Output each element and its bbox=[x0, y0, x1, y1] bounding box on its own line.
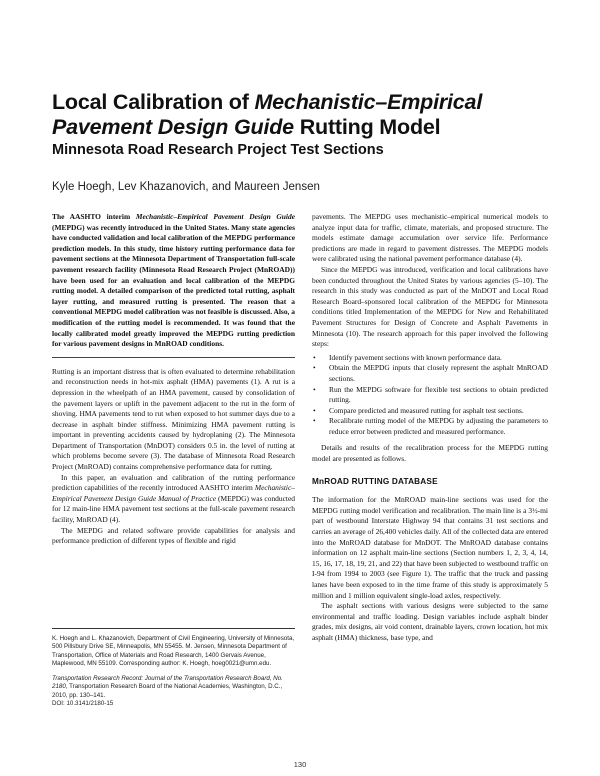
bullet-icon: • bbox=[313, 352, 316, 362]
paper-subtitle: Minnesota Road Research Project Test Sections bbox=[52, 142, 384, 158]
page-number: 130 bbox=[293, 760, 307, 769]
paper-title bbox=[52, 90, 572, 140]
author-list: Kyle Hoegh, Lev Khazanovich, and Maureen Jensen bbox=[52, 181, 320, 193]
doi: DOI: 10.3141/2180-15 bbox=[52, 700, 114, 708]
body-paragraph: Rutting is an important distress that is often evaluated to determine rehabilitation and reconstruction needs in hot-mix asphalt (HMA) pavements (1). A rut is a depression in the wheelpath of an HMA pavement, caused by consolidation of the pavement layers or uplift in the pavement adjacent to the rut in the form of shoving. HMA pavements tend to rut when exposed to hot summer days due to a decrease in asphalt binder stiffness. Minimizing HMA pavement rutting is important in preventing accidents caused by hydroplaning (2). The Minnesota Department of Transportation (MnDOT) considers 0.5 in. the level of rutting at which problems become severe (3). The database of Minnesota Road Research Project (MnROAD) contains comprehensive performance data for rutting. bbox=[52, 366, 295, 472]
author-affiliations: K. Hoegh and L. Khazanovich, Department of Civil Engineering, University of Minnesota, 500 Pillsbury Drive SE, Minneapolis, MN 55455. M. Jensen, Minnesota Department of Transportation, Office of Materials and Road Research, 1400 Gervais Avenue, Maplewood, MN 55109. Corresponding author: K. Hoegh, hoeg0021@umn.edu. bbox=[52, 635, 295, 667]
body-paragraph: The information for the MnROAD main-line sections was used for the MEPDG rutting model verification and recalibration. The main line is a 3½-mi part of westbound Interstate Highway 94 that contains 31 test sections and carries an average of 26,400 vehicles daily. All of the collected data are entered into the MnROAD database for MnDOT. The MnROAD database contains information on 12 asphalt main-line sections (Section numbers 1, 2, 3, 4, 14, 15, 16, 17, 18, 19, 21, and 22) that have been subjected to westbound traffic on I-94 from 1994 to 2003 (see Figure 1). The traffic that the truck and passing lanes have been exposed to in the time frame of this study is approximately 5 million and 1 million equivalent single-load axles, respectively. bbox=[312, 495, 548, 600]
section-heading: MnROAD RUTTING DATABASE bbox=[312, 476, 438, 486]
list-item: • Obtain the MEPDG inputs that closely represent the asphalt MnROAD sections. bbox=[313, 363, 548, 383]
list-item: • Identify pavement sections with known performance data. bbox=[313, 352, 502, 362]
journal-citation: Transportation Research Record: Journal of the Transportation Research Board, No. 2180, Transportation Research Board of the National Academies, Washington, D.C., 2010, pp. 130–141. bbox=[52, 675, 283, 699]
body-paragraph: The asphalt sections with various designs were subjected to the same environmental and traffic loading. Design variables include asphalt binder grades, mix designs, air void content, drainable layers, crown location, hot mix asphalt (HMA) thickness, base type, and bbox=[312, 601, 548, 642]
footnotes bbox=[52, 628, 295, 708]
body-paragraph: The MEPDG and related software provide capabilities for analysis and performance prediction of different types of flexible and rigid bbox=[52, 525, 295, 546]
title-line-1: Local Calibration of Mechanistic–Empirical bbox=[52, 90, 483, 114]
body-paragraph: Details and results of the recalibration process for the MEPDG rutting model are presented as follows. bbox=[312, 443, 548, 464]
list-item: • Compare predicted and measured rutting for asphalt test sections. bbox=[313, 405, 524, 415]
abstract: The AASHTO interim Mechanistic–Empirical Pavement Design Guide (MEPDG) was recently introduced in the United States. Many state agencies have conducted validation and local calibration of the MEPDG performance prediction models. In this study, time history rutting performance data for pavement sections at the Minnesota Department of Transportation full-scale pavement research facility (Minnesota Road Research Project (MnROAD)) have been used for an evaluation and local calibration of the MEPDG rutting model. A detailed comparison of the predicted total rutting, asphalt layer rutting, and measured rutting is presented. The reason that a conventional MEPDG model calibration was not feasible is discussed. Also, a modification of the rutting model is recommended. It was found that the locally calibrated model greatly improved the MEPDG rutting prediction for various pavement designs in MnROAD conditions. bbox=[52, 212, 296, 349]
bullet-icon: • bbox=[313, 405, 316, 415]
abstract-divider bbox=[52, 357, 295, 358]
steps-list bbox=[312, 353, 548, 438]
body-paragraph: Since the MEPDG was introduced, verification and local calibrations have been conducted throughout the United States by various agencies (5–10). The research in this study was conducted as part of the MnDOT and Local Road Research Board–sponsored local calibration of the MEPDG for Minnesota conditions titled Implementation of the MEPDG for New and Rehabilitated Pavement Structures for Design of Concrete and Asphalt Pavements in Minnesota (10). The research approach for this paper involved the following steps: bbox=[312, 264, 548, 349]
title-line-2: Pavement Design Guide Rutting Model bbox=[52, 115, 441, 139]
footnote-divider bbox=[52, 628, 295, 629]
left-column bbox=[52, 212, 295, 547]
body-paragraph: In this paper, an evaluation and calibration of the rutting performance prediction capabilities of the recently introduced AASHTO interim Mechanistic–Empirical Pavement Design Guide Manual of Practice (MEPDG) was conducted for 12 main-line HMA pavement test sections at the full-scale pavement research facility, MnROAD (4). bbox=[52, 472, 295, 525]
bullet-icon: • bbox=[313, 363, 316, 373]
bullet-icon: • bbox=[313, 384, 316, 394]
right-column bbox=[312, 212, 548, 644]
list-item: • Run the MEPDG software for flexible test sections to obtain predicted rutting. bbox=[313, 384, 548, 405]
bullet-icon: • bbox=[313, 416, 316, 426]
list-item: • Recalibrate rutting model of the MEPDG by adjusting the parameters to reduce error between predicted and measured performance. bbox=[313, 416, 548, 436]
body-paragraph: pavements. The MEPDG uses mechanistic–empirical numerical models to analyze input data for traffic, climate, materials, and proposed structure. The models estimate damage accumulation over service life. Performance predictions are made in regard to pavement distresses. The MEPDG models were calibrated using the national pavement performance database (4). bbox=[312, 212, 548, 264]
